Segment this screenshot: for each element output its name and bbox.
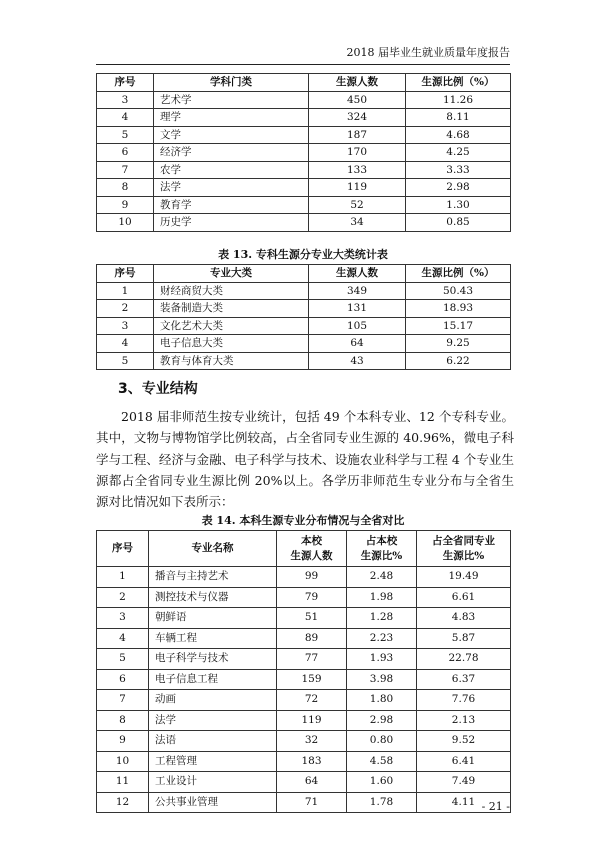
table-cell: 法语	[149, 731, 277, 752]
table-cell: 7.49	[417, 772, 511, 793]
column-header: 生源人数	[309, 74, 406, 92]
table-cell: 4.83	[417, 608, 511, 629]
table-cell: 6.37	[417, 669, 511, 690]
table-cell: 72	[277, 690, 347, 711]
table-row	[97, 352, 511, 370]
table-cell: 6	[97, 669, 149, 690]
table-cell: 8.11	[406, 109, 511, 127]
table-row	[97, 587, 511, 608]
table-row	[97, 669, 511, 690]
column-header: 学科门类	[154, 74, 309, 92]
table-cell: 4	[97, 628, 149, 649]
column-header: 序号	[97, 531, 149, 567]
table-row	[97, 567, 511, 588]
table-row	[97, 710, 511, 731]
table-body	[97, 567, 511, 813]
vocational-category-table	[96, 264, 511, 370]
table-cell: 1	[97, 567, 149, 588]
table-cell: 0.85	[406, 214, 511, 232]
table-cell: 183	[277, 751, 347, 772]
table-cell: 工业设计	[149, 772, 277, 793]
table-cell: 2.13	[417, 710, 511, 731]
table-cell: 5	[97, 352, 154, 370]
table-row	[97, 751, 511, 772]
table-cell: 50.43	[406, 282, 511, 300]
table-row	[97, 731, 511, 752]
table-cell: 71	[277, 792, 347, 813]
table-cell: 教育学	[154, 196, 309, 214]
table-cell: 9.52	[417, 731, 511, 752]
table-cell: 播音与主持艺术	[149, 567, 277, 588]
table-cell: 2.48	[347, 567, 417, 588]
table-cell: 9	[97, 731, 149, 752]
table-cell: 2.23	[347, 628, 417, 649]
table-cell: 4	[97, 109, 154, 127]
table-cell: 12	[97, 792, 149, 813]
table-cell: 动画	[149, 690, 277, 711]
table-row	[97, 282, 511, 300]
page-header: 2018 届毕业生就业质量年度报告	[96, 44, 510, 65]
table-row	[97, 317, 511, 335]
table-cell: 105	[309, 317, 406, 335]
table-cell: 1.60	[347, 772, 417, 793]
table-cell: 教育与体育大类	[154, 352, 309, 370]
table-cell: 法学	[149, 710, 277, 731]
table-cell: 4.25	[406, 144, 511, 162]
column-header: 序号	[97, 265, 154, 283]
table-cell: 18.93	[406, 300, 511, 318]
table-cell: 经济学	[154, 144, 309, 162]
table-row	[97, 161, 511, 179]
table-cell: 1.28	[347, 608, 417, 629]
table-cell: 电子信息工程	[149, 669, 277, 690]
table-cell: 3	[97, 91, 154, 109]
table-cell: 159	[277, 669, 347, 690]
column-header: 专业大类	[154, 265, 309, 283]
table-cell: 133	[309, 161, 406, 179]
table-cell: 10	[97, 751, 149, 772]
table-row	[97, 649, 511, 670]
table-cell: 5	[97, 649, 149, 670]
table-cell: 3.33	[406, 161, 511, 179]
table-cell: 324	[309, 109, 406, 127]
table-cell: 6.61	[417, 587, 511, 608]
table-cell: 99	[277, 567, 347, 588]
table-cell: 4	[97, 335, 154, 353]
column-header: 生源比例（%）	[406, 74, 511, 92]
table-cell: 22.78	[417, 649, 511, 670]
table-cell: 4.11	[417, 792, 511, 813]
table-cell: 电子科学与技术	[149, 649, 277, 670]
table-cell: 77	[277, 649, 347, 670]
table-cell: 7	[97, 161, 154, 179]
table-cell: 11	[97, 772, 149, 793]
column-header: 专业名称	[149, 531, 277, 567]
table-row	[97, 126, 511, 144]
table-cell: 10	[97, 214, 154, 232]
table-14-caption: 表 14. 本科生源专业分布情况与全省对比	[201, 514, 405, 527]
table-row	[97, 144, 511, 162]
table-cell: 4.68	[406, 126, 511, 144]
table-cell: 5.87	[417, 628, 511, 649]
table-cell: 6	[97, 144, 154, 162]
table-cell: 装备制造大类	[154, 300, 309, 318]
table-cell: 文化艺术大类	[154, 317, 309, 335]
table-cell: 1.78	[347, 792, 417, 813]
table-cell: 1.98	[347, 587, 417, 608]
table-cell: 11.26	[406, 91, 511, 109]
page-number: - 21 -	[481, 800, 510, 813]
column-header: 占全省同专业 生源比%	[417, 531, 511, 567]
column-header: 生源比例（%）	[406, 265, 511, 283]
table-cell: 0.80	[347, 731, 417, 752]
column-header: 本校 生源人数	[277, 531, 347, 567]
table-cell: 450	[309, 91, 406, 109]
section-heading: 3、专业结构	[118, 381, 198, 397]
table-cell: 8	[97, 179, 154, 197]
table-cell: 51	[277, 608, 347, 629]
table-cell: 5	[97, 126, 154, 144]
table-cell: 9.25	[406, 335, 511, 353]
table-cell: 8	[97, 710, 149, 731]
table-cell: 6.22	[406, 352, 511, 370]
table-cell: 3	[97, 317, 154, 335]
table-cell: 170	[309, 144, 406, 162]
table-cell: 朝鲜语	[149, 608, 277, 629]
table-cell: 4.58	[347, 751, 417, 772]
section-paragraph: 2018 届非师范生按专业统计，包括 49 个本科专业、12 个专科专业。其中，文物与博物馆学比例较高，占全省同专业生源的 40.96%，微电子科学与工程、经济与金融、电子科学与技术、设施农业科学与工程 4 个专业生源都占全省同专业生源比例 20%以上。各学历非师范生专业分布与全省生源对比情况如下表所示：	[96, 409, 514, 510]
table-cell: 32	[277, 731, 347, 752]
table-row	[97, 214, 511, 232]
table-cell: 43	[309, 352, 406, 370]
table-cell: 34	[309, 214, 406, 232]
table-cell: 2	[97, 300, 154, 318]
table-cell: 64	[277, 772, 347, 793]
table-cell: 1.30	[406, 196, 511, 214]
table-cell: 公共事业管理	[149, 792, 277, 813]
table-header-row	[97, 531, 511, 567]
major-distribution-table	[96, 530, 511, 813]
table-cell: 131	[309, 300, 406, 318]
table-cell: 1.93	[347, 649, 417, 670]
table-cell: 2.98	[406, 179, 511, 197]
table-header-row	[97, 74, 511, 92]
table-row	[97, 690, 511, 711]
table-cell: 财经商贸大类	[154, 282, 309, 300]
table-cell: 2.98	[347, 710, 417, 731]
table-cell: 2	[97, 587, 149, 608]
table-body	[97, 282, 511, 370]
table-row	[97, 196, 511, 214]
table-cell: 理学	[154, 109, 309, 127]
table-cell: 1.80	[347, 690, 417, 711]
table-row	[97, 300, 511, 318]
table-cell: 1	[97, 282, 154, 300]
table-cell: 工程管理	[149, 751, 277, 772]
column-header: 占本校 生源比%	[347, 531, 417, 567]
table-cell: 15.17	[406, 317, 511, 335]
table-cell: 农学	[154, 161, 309, 179]
table-cell: 7	[97, 690, 149, 711]
table-cell: 车辆工程	[149, 628, 277, 649]
table-cell: 7.76	[417, 690, 511, 711]
table-row	[97, 335, 511, 353]
discipline-table	[96, 73, 511, 232]
table-cell: 79	[277, 587, 347, 608]
table-cell: 64	[309, 335, 406, 353]
table-cell: 119	[309, 179, 406, 197]
table-cell: 187	[309, 126, 406, 144]
table-13-caption: 表 13. 专科生源分专业大类统计表	[218, 248, 388, 261]
table-header-row	[97, 265, 511, 283]
column-header: 生源人数	[309, 265, 406, 283]
table-cell: 52	[309, 196, 406, 214]
table-cell: 测控技术与仪器	[149, 587, 277, 608]
table-cell: 法学	[154, 179, 309, 197]
table-row	[97, 608, 511, 629]
table-body	[97, 91, 511, 231]
table-row	[97, 91, 511, 109]
table-row	[97, 109, 511, 127]
table-cell: 历史学	[154, 214, 309, 232]
table-cell: 349	[309, 282, 406, 300]
table-cell: 6.41	[417, 751, 511, 772]
table-cell: 9	[97, 196, 154, 214]
table-cell: 3.98	[347, 669, 417, 690]
table-cell: 89	[277, 628, 347, 649]
table-cell: 3	[97, 608, 149, 629]
table-cell: 19.49	[417, 567, 511, 588]
table-cell: 文学	[154, 126, 309, 144]
table-row	[97, 628, 511, 649]
table-cell: 119	[277, 710, 347, 731]
table-cell: 电子信息大类	[154, 335, 309, 353]
column-header: 序号	[97, 74, 154, 92]
table-row	[97, 772, 511, 793]
table-row	[97, 179, 511, 197]
table-cell: 艺术学	[154, 91, 309, 109]
